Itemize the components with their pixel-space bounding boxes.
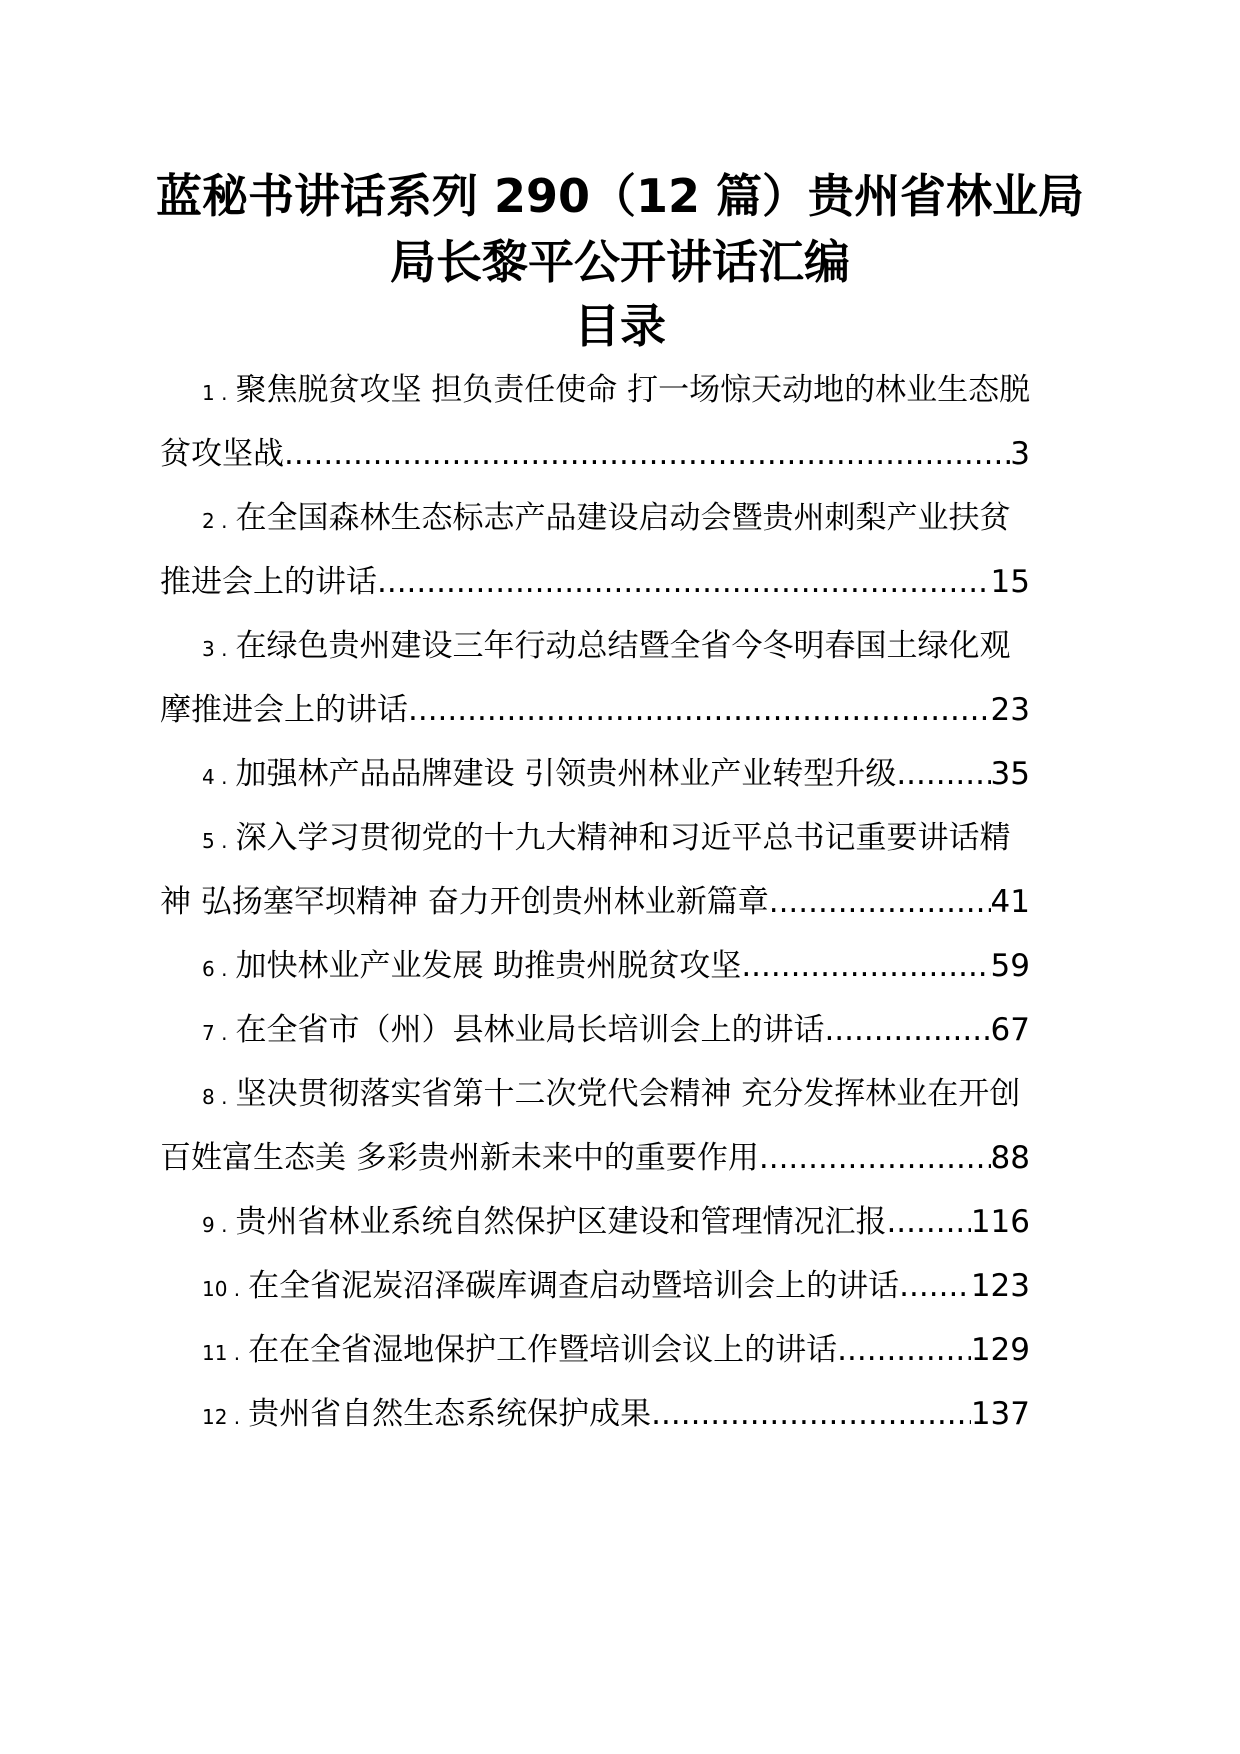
toc-leader-row <box>160 1126 1030 1190</box>
toc-entry[interactable] <box>160 1254 1090 1318</box>
toc-entry-line <box>160 550 1090 614</box>
toc-dot-leader <box>741 934 990 998</box>
toc-entry-number: 4 . <box>202 765 228 789</box>
toc-dot-leader <box>769 870 991 934</box>
toc-entry-number: 9 . <box>202 1213 228 1237</box>
toc-entry-line <box>160 934 1090 998</box>
toc-entry[interactable] <box>160 998 1090 1062</box>
toc-entry-line <box>160 614 1090 678</box>
toc-entry-line <box>160 486 1090 550</box>
toc-entry-title: 加快林业产业发展 助推贵州脱贫攻坚 <box>235 948 742 984</box>
toc-entry-title: 贵州省自然生态系统保护成果 <box>248 1396 652 1432</box>
toc-entry[interactable] <box>160 1382 1090 1446</box>
toc-entry-title: 在在全省湿地保护工作暨培训会议上的讲话 <box>248 1332 838 1368</box>
toc-entry[interactable] <box>160 934 1090 998</box>
toc-entry-number-wrap <box>202 998 235 1062</box>
toc-entry-line <box>160 678 1090 742</box>
toc-entry-title: 聚焦脱贫攻坚 担负责任使命 打一场惊天动地的林业生态脱 <box>235 372 1031 408</box>
toc-entry[interactable] <box>160 742 1090 806</box>
toc-entry-title: 在全省市（州）县林业局长培训会上的讲话 <box>235 1012 825 1048</box>
toc-page-number: 88 <box>990 1140 1030 1176</box>
toc-entry-title-continued: 摩推进会上的讲话 <box>160 692 408 728</box>
toc-entry[interactable] <box>160 486 1090 614</box>
toc-page-number: 123 <box>970 1268 1030 1304</box>
toc-entry-title-continued: 百姓富生态美 多彩贵州新未来中的重要作用 <box>160 1140 759 1176</box>
toc-entry-line <box>160 1062 1090 1126</box>
toc-entry-number: 12 . <box>202 1405 241 1429</box>
toc-page-number: 41 <box>990 884 1030 920</box>
toc-entry-number-wrap <box>202 1254 248 1318</box>
toc-entry-number: 5 . <box>202 829 228 853</box>
toc-entry-line <box>160 998 1090 1062</box>
toc-entry[interactable] <box>160 1190 1090 1254</box>
toc-entry[interactable] <box>160 806 1090 934</box>
toc-dot-leader <box>824 998 990 1062</box>
toc-entry-title: 贵州省林业系统自然保护区建设和管理情况汇报 <box>235 1204 887 1240</box>
toc-entry-line <box>160 1318 1090 1382</box>
toc-leader-row <box>202 1254 1030 1318</box>
toc-dot-leader <box>408 678 991 742</box>
toc-entry-number-wrap <box>202 1318 248 1382</box>
toc-page-number: 67 <box>990 1012 1030 1048</box>
toc-entry-number: 6 . <box>202 957 228 981</box>
toc-entry-line <box>160 1190 1090 1254</box>
toc-entry-number-wrap <box>202 742 235 806</box>
toc-entry-number: 7 . <box>202 1021 228 1045</box>
toc-entry-title-continued: 神 弘扬塞罕坝精神 奋力开创贵州林业新篇章 <box>160 884 769 920</box>
toc-leader-row <box>202 934 1030 998</box>
toc-entry[interactable] <box>160 614 1090 742</box>
toc-dot-leader <box>837 1318 971 1382</box>
toc-entry-line <box>160 358 1090 422</box>
toc-dot-leader <box>899 1254 971 1318</box>
toc-page-number: 3 <box>1010 436 1030 472</box>
toc-entry-number: 8 . <box>202 1085 228 1109</box>
toc-page-number: 23 <box>990 692 1030 728</box>
toc-dot-leader <box>377 550 991 614</box>
toc-entry[interactable] <box>160 1062 1090 1190</box>
toc-entry-line <box>160 1382 1090 1446</box>
toc-entry-number: 11 . <box>202 1341 241 1365</box>
toc-entry-line <box>160 1254 1090 1318</box>
toc-leader-row <box>202 742 1030 806</box>
toc-dot-leader <box>651 1382 971 1446</box>
toc-entry-line <box>160 1126 1090 1190</box>
toc-leader-row <box>202 1382 1030 1446</box>
toc-entry-number-wrap <box>202 934 235 998</box>
document-title-line-2: 局长黎平公开讲话汇编 <box>390 235 850 289</box>
toc-heading: 目录 <box>574 299 666 353</box>
toc-entry-number-wrap <box>202 1190 235 1254</box>
toc-entry-title: 坚决贯彻落实省第十二次党代会精神 充分发挥林业在开创 <box>235 1076 1021 1112</box>
toc-dot-leader <box>896 742 990 806</box>
toc-dot-leader <box>886 1190 970 1254</box>
toc-entry-title: 深入学习贯彻党的十九大精神和习近平总书记重要讲话精 <box>235 820 1011 856</box>
toc-entry-number: 3 . <box>202 637 228 661</box>
toc-entry-line <box>160 422 1090 486</box>
toc-dot-leader <box>759 1126 991 1190</box>
toc-entry[interactable] <box>160 358 1090 486</box>
toc-leader-row <box>160 678 1030 742</box>
toc-entry-title-continued: 推进会上的讲话 <box>160 564 377 600</box>
toc-leader-row <box>202 1190 1030 1254</box>
toc-entry-number: 2 . <box>202 509 228 533</box>
toc-entry[interactable] <box>160 1318 1090 1382</box>
toc-entry-title: 加强林产品品牌建设 引领贵州林业产业转型升级 <box>235 756 897 792</box>
toc-page-number: 59 <box>990 948 1030 984</box>
toc-entry-line <box>160 806 1090 870</box>
toc-entry-number: 10 . <box>202 1277 241 1301</box>
toc-entry-line <box>160 870 1090 934</box>
toc-dot-leader <box>284 422 1010 486</box>
toc-leader-row <box>160 422 1030 486</box>
toc-entry-title: 在全省泥炭沼泽碳库调查启动暨培训会上的讲话 <box>248 1268 900 1304</box>
document-title-line-1: 蓝秘书讲话系列 290（12 篇）贵州省林业局 <box>155 169 1085 223</box>
toc-page-number: 35 <box>990 756 1030 792</box>
toc-page-number: 129 <box>970 1332 1030 1368</box>
toc-leader-row <box>202 998 1030 1062</box>
toc-entry-title-continued: 贫攻坚战 <box>160 436 284 472</box>
toc-leader-row <box>202 1318 1030 1382</box>
toc-entry-line <box>160 742 1090 806</box>
toc-entry-number-wrap <box>202 1382 248 1446</box>
toc-entry-title: 在绿色贵州建设三年行动总结暨全省今冬明春国土绿化观 <box>235 628 1011 664</box>
toc-entry-number: 1 . <box>202 381 228 405</box>
toc-page-number: 15 <box>990 564 1030 600</box>
toc-page-number: 137 <box>970 1396 1030 1432</box>
toc-page-number: 116 <box>970 1204 1030 1240</box>
toc-leader-row <box>160 870 1030 934</box>
toc-entry-title: 在全国森林生态标志产品建设启动会暨贵州刺梨产业扶贫 <box>235 500 1011 536</box>
toc-leader-row <box>160 550 1030 614</box>
